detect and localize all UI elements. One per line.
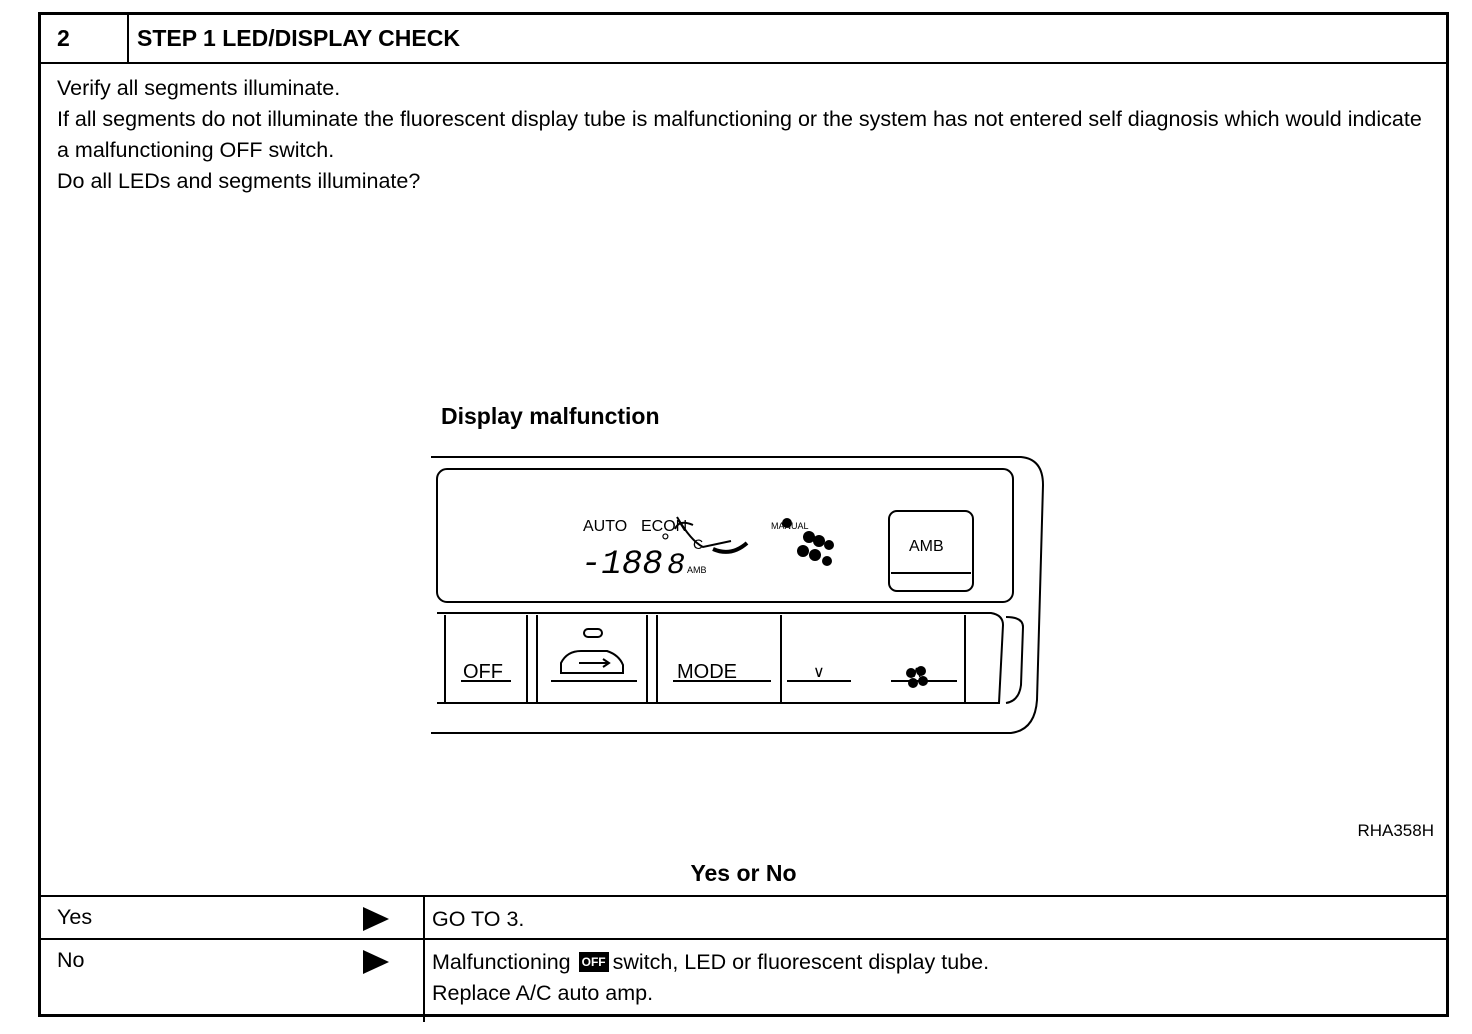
- answer-result: [432, 904, 1434, 935]
- figure-title: Display malfunction: [441, 403, 660, 429]
- display-degree: °: [661, 529, 670, 554]
- answer-row-yes: [41, 895, 1446, 940]
- column-divider: [423, 940, 425, 1022]
- arrow-right-icon: [363, 907, 389, 931]
- answer-row-no: [41, 938, 1446, 1022]
- step-header: [41, 15, 1446, 64]
- display-manual: MANUAL: [771, 521, 809, 531]
- display-econ: ECON: [641, 518, 688, 535]
- result-line: GO TO 3.: [432, 907, 525, 931]
- control-panel-illustration: [431, 445, 1061, 735]
- description-line: Verify all segments illuminate.: [57, 76, 341, 100]
- display-auto: AUTO: [583, 518, 628, 535]
- answer-label: No: [57, 948, 85, 972]
- display-decimal: 8: [667, 549, 686, 583]
- description-line: If all segments do not illuminate the fluorescent display tube is malfunctioning or the system has not entered self diagnosis which would indicate a malfunctioning OFF switch.: [57, 107, 1422, 162]
- procedure-table: [38, 12, 1449, 1017]
- fan-up-button: ∧: [911, 664, 923, 681]
- column-divider: [423, 897, 425, 940]
- panel-bezel: [431, 457, 1043, 733]
- question-label: Yes or No: [690, 860, 797, 886]
- answer-label: Yes: [57, 905, 93, 929]
- amb-button: AMB: [909, 538, 944, 555]
- fan-down-button: ∨: [813, 664, 825, 681]
- answer-result: [432, 947, 1434, 1009]
- result-line: [432, 947, 1434, 978]
- display-celsius: C: [693, 536, 704, 552]
- button-strip: [437, 613, 1003, 703]
- step-number: 2: [41, 15, 129, 62]
- display-temperature: -188: [581, 546, 663, 584]
- display-window: [437, 469, 1013, 602]
- result-text: Malfunctioning: [432, 950, 571, 974]
- arrow-right-icon: [363, 950, 389, 974]
- step-title: STEP 1 LED/DISPLAY CHECK: [137, 25, 460, 51]
- off-button: OFF: [463, 661, 503, 683]
- result-line: Replace A/C auto amp.: [432, 981, 654, 1005]
- display-amb: AMB: [687, 565, 707, 575]
- step-description: [57, 73, 1432, 197]
- result-text: switch, LED or fluorescent display tube.: [612, 950, 990, 974]
- off-switch-badge: OFF: [579, 952, 609, 972]
- description-line: Do all LEDs and segments illuminate?: [57, 169, 421, 193]
- figure-reference: RHA358H: [1357, 821, 1434, 840]
- mode-button: MODE: [677, 661, 737, 683]
